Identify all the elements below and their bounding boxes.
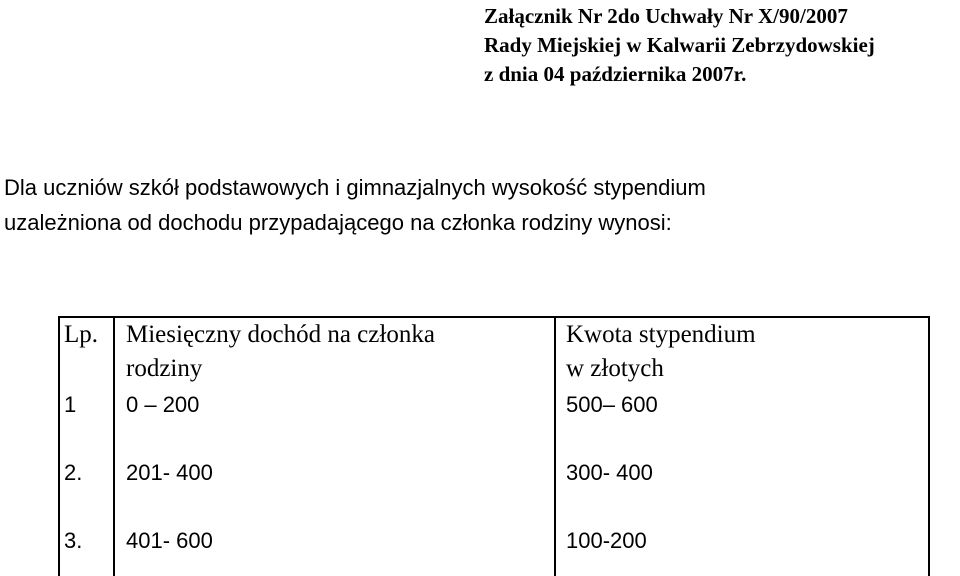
column-header-amount-2: w złotych	[566, 355, 664, 382]
intro-line-2: uzależniona od dochodu przypadającego na członka rodziny wynosi:	[4, 210, 672, 235]
table-row-1-amount: 500– 600	[566, 392, 658, 417]
column-divider-2	[554, 316, 556, 576]
header-line-3: z dnia 04 października 2007r.	[484, 62, 747, 86]
table-row-2-amount: 300- 400	[566, 460, 653, 485]
column-header-income-1: Miesięczny dochód na członka	[126, 321, 435, 348]
table-row-1-income: 0 – 200	[126, 392, 200, 417]
table-row-3-amount: 100-200	[566, 528, 647, 553]
header-line-1: Załącznik Nr 2do Uchwały Nr X/90/2007	[484, 4, 848, 28]
column-header-lp: Lp.	[64, 321, 99, 348]
table-row-1-lp: 1	[64, 392, 77, 417]
attachment-header	[484, 2, 875, 89]
header-line-2: Rady Miejskiej w Kalwarii Zebrzydowskiej	[484, 33, 875, 57]
scholarship-table	[58, 316, 930, 576]
table-row-2-income: 201- 400	[126, 460, 213, 485]
table-right-border	[928, 316, 930, 576]
table-row-3-income: 401- 600	[126, 528, 213, 553]
table-left-border	[58, 316, 60, 576]
column-divider-1	[113, 316, 115, 576]
intro-line-1: Dla uczniów szkół podstawowych i gimnazjalnych wysokość stypendium	[4, 175, 706, 200]
intro-paragraph	[4, 170, 944, 240]
column-header-amount-1: Kwota stypendium	[566, 321, 756, 348]
table-row-2-lp: 2.	[64, 460, 83, 485]
table-row-3-lp: 3.	[64, 528, 83, 553]
column-header-income-2: rodziny	[126, 355, 203, 382]
